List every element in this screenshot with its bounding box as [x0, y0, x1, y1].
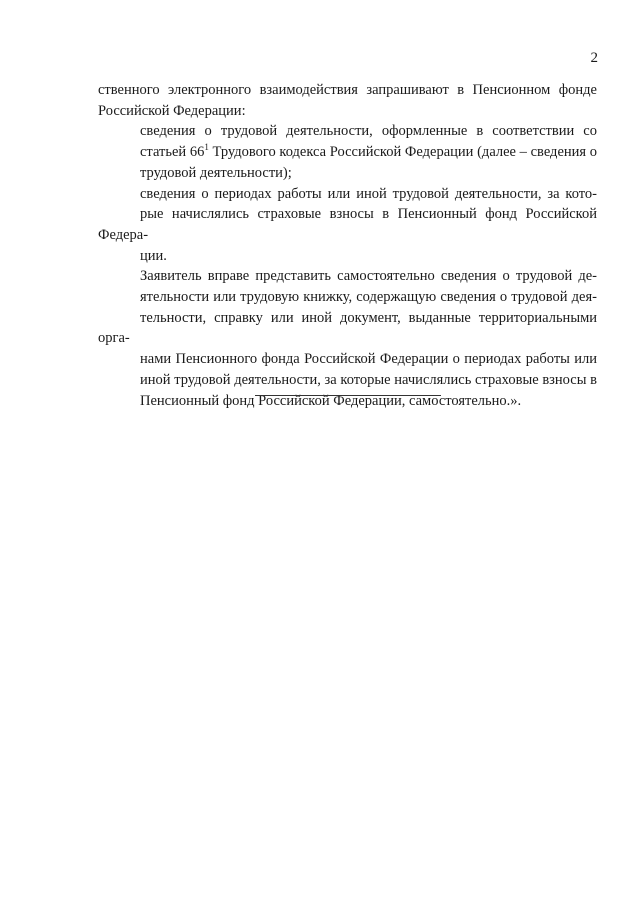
text-line: ятельности или трудовую книжку, содержащую сведения о трудовой дея-: [140, 289, 597, 306]
paragraph-labor-records: [98, 121, 597, 183]
text-line: ции.: [140, 247, 167, 264]
paragraph-work-periods: [98, 184, 597, 267]
text-line: трудовой деятельности);: [140, 164, 292, 181]
text-line: иной трудовой деятельности, за которые начислялись страховые взносы в: [140, 371, 597, 388]
text-line: сведения о трудовой деятельности, оформленные в соответствии со: [140, 123, 597, 140]
text-segment: Трудового кодекса Российской Федерации (далее – сведения о: [208, 144, 598, 161]
text-line: ственного электронного взаимодействия запрашивают в Пенсионном фонде: [98, 82, 597, 98]
article-reference: статьей 66: [140, 144, 205, 161]
paragraph-applicant-right: [98, 266, 597, 411]
text-line: сведения о периодах работы или иной трудовой деятельности, за кото-: [140, 185, 597, 202]
text-line: нами Пенсионного фонда Российской Федерации о периодах работы или: [140, 351, 597, 368]
article-superscript: 1: [204, 142, 209, 153]
text-line: Российской Федерации:: [98, 102, 246, 119]
text-line: Пенсионный фонд Российской Федерации, самостоятельно.».: [140, 392, 522, 409]
text-line: тельности, справку или иной документ, выданные территориальными орга-: [98, 309, 597, 347]
text-line: Заявитель вправе представить самостоятельно сведения о трудовой де-: [140, 268, 597, 285]
end-divider-line: [255, 395, 441, 396]
page-number: 2: [590, 50, 598, 66]
text-line-with-superscript: [98, 142, 597, 163]
document-body: [98, 80, 597, 411]
paragraph-continuation: [98, 80, 597, 121]
text-line: рые начислялись страховые взносы в Пенсионный фонд Российской Федера-: [98, 206, 597, 243]
